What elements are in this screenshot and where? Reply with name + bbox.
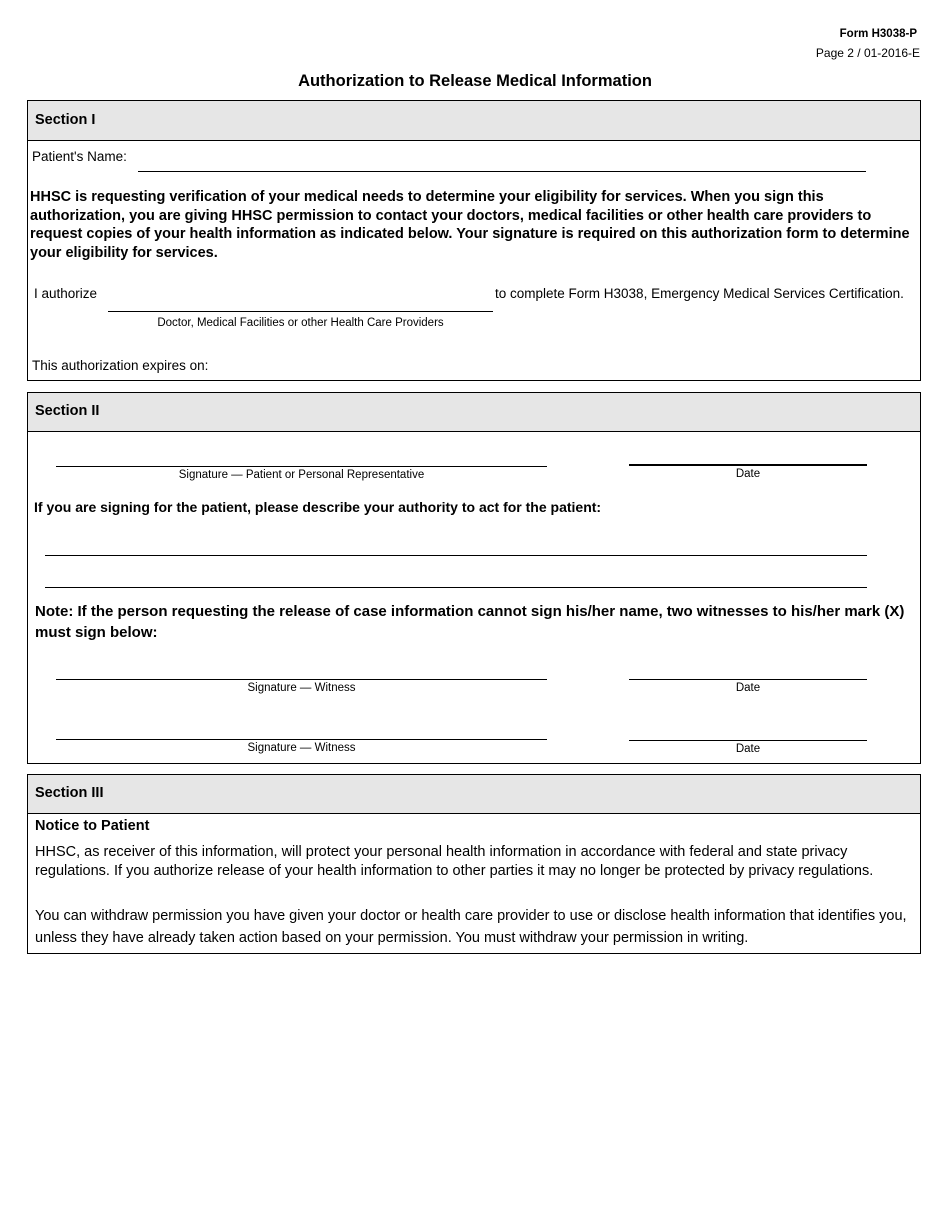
section-2-title: Section II [35,403,100,419]
section-3-header [28,775,920,814]
witness1-date-caption: Date [735,682,761,694]
section-3-title: Section III [35,785,104,801]
authority-line-1[interactable] [45,555,867,556]
section-2-header [28,393,920,432]
witness-note: Note: If the person requesting the release of case information cannot sign his/her name, two witnesses to his/her mark (X) must sign below: [35,603,905,641]
patient-signature-line[interactable] [56,466,547,467]
page-info: Page 2 / 01-2016-E [815,46,920,60]
witness2-signature-line[interactable] [56,739,547,740]
expires-label: This authorization expires on: [32,358,209,373]
witness1-date-line[interactable] [629,679,867,680]
notice-paragraph-1: HHSC, as receiver of this information, will protect your personal health information in accordance with federal and state privacy regulations. If you authorize release of your health information to other parties it may no longer be protected by privacy regulations. [35,844,874,879]
patient-signature-caption: Signature — Patient or Personal Representative [178,469,425,481]
witness1-signature-caption: Signature — Witness [247,682,356,694]
witness1-signature-line[interactable] [56,679,547,680]
notice-paragraph-2: You can withdraw permission you have given your doctor or health care provider to use or disclose health information that identifies you, unless they have already taken action based on your permission. You must withdraw your permission in writing. [35,908,907,946]
authority-prompt: If you are signing for the patient, please describe your authority to act for the patient: [34,499,602,515]
authority-line-2[interactable] [45,587,867,588]
section-1 [27,100,921,381]
patient-name-field[interactable] [138,149,866,172]
section-1-header [28,101,920,141]
provider-field[interactable] [108,284,493,312]
expires-field[interactable] [220,358,520,376]
form-number: Form H3038-P [839,28,917,40]
patient-name-label: Patient's Name: [32,149,127,164]
section-2 [27,392,921,764]
authorize-suffix: to complete Form H3038, Emergency Medical Services Certification. [495,286,904,301]
witness2-date-caption: Date [735,743,761,755]
page-title: Authorization to Release Medical Information [298,72,652,90]
authorize-label: I authorize [34,286,98,301]
section-3 [27,774,921,954]
witness2-date-line[interactable] [629,740,867,741]
section-1-title: Section I [35,112,96,128]
notice-title: Notice to Patient [35,818,150,834]
patient-date-line[interactable] [629,464,867,466]
eligibility-intro: HHSC is requesting verification of your medical needs to determine your eligibility for services. When you sign this authorization, you are giving HHSC permission to contact your doctors, medical facilities or other health care providers to request copies of your health information as indicated below. Your signature is required on this authorization form to determine your eligibility for services. [30,189,910,261]
witness2-signature-caption: Signature — Witness [247,742,356,754]
provider-caption: Doctor, Medical Facilities or other Health Care Providers [157,317,444,329]
patient-date-caption: Date [735,468,761,480]
